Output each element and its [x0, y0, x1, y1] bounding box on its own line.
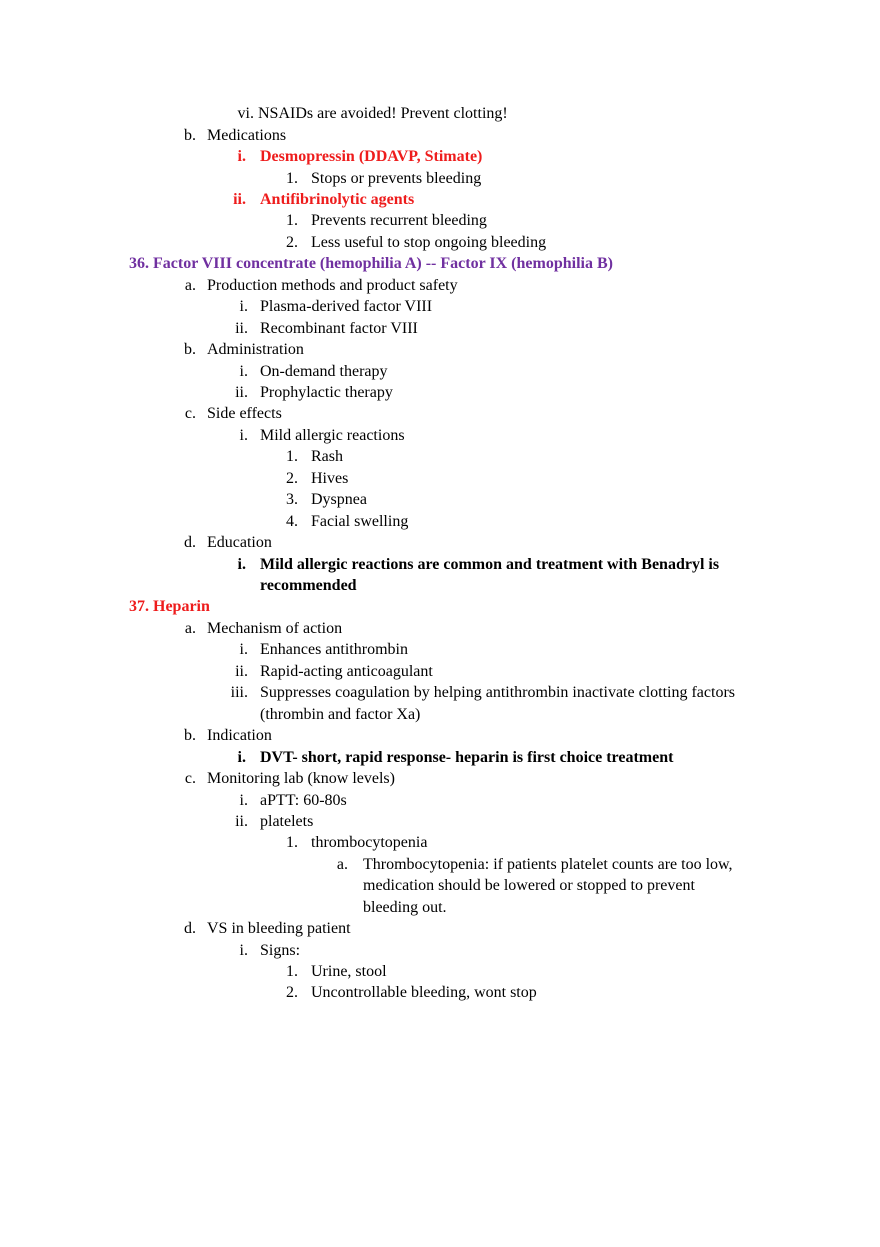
- list-item: [0, 275, 880, 297]
- list-marker: i.: [239, 942, 248, 959]
- list-marker: 1.: [286, 963, 298, 980]
- list-item: [0, 682, 880, 704]
- list-marker: b.: [184, 127, 196, 144]
- list-marker: c.: [184, 405, 196, 422]
- list-text: Desmopressin (DDAVP, Stimate): [260, 148, 483, 165]
- list-item: [0, 425, 880, 447]
- list-text: Less useful to stop ongoing bleeding: [311, 234, 547, 251]
- list-item: [0, 725, 880, 747]
- heading-text: 36. Factor VIII concentrate (hemophilia A) -- Factor IX (hemophilia B): [129, 255, 613, 272]
- list-text: NSAIDs are avoided! Prevent clotting!: [258, 105, 508, 122]
- list-marker: ii.: [235, 663, 248, 680]
- list-item: [0, 918, 880, 940]
- list-marker: 1.: [286, 448, 298, 465]
- list-marker: i.: [237, 148, 246, 165]
- list-text: Signs:: [260, 942, 301, 959]
- list-text: medication should be lowered or stopped to prevent: [363, 877, 695, 894]
- list-item: [0, 103, 880, 125]
- list-text: Facial swelling: [311, 513, 409, 530]
- list-marker: iii.: [230, 684, 248, 701]
- list-text: DVT- short, rapid response- heparin is first choice treatment: [260, 749, 674, 766]
- list-item: [0, 296, 880, 318]
- list-text: Antifibrinolytic agents: [260, 191, 415, 208]
- list-marker: ii.: [233, 191, 246, 208]
- list-item: [0, 639, 880, 661]
- list-text: Medications: [207, 127, 287, 144]
- list-text: Monitoring lab (know levels): [207, 770, 395, 787]
- list-text: Production methods and product safety: [207, 277, 458, 294]
- list-text: Prophylactic therapy: [260, 384, 393, 401]
- list-text: Administration: [207, 341, 304, 358]
- list-marker: vi.: [237, 105, 254, 122]
- list-item: [0, 361, 880, 383]
- list-item: [0, 940, 880, 962]
- list-marker: i.: [239, 298, 248, 315]
- list-item-continuation: [0, 897, 880, 919]
- list-marker: i.: [239, 792, 248, 809]
- list-item: [0, 832, 880, 854]
- list-marker: a.: [184, 277, 196, 294]
- list-marker: ii.: [235, 384, 248, 401]
- list-marker: i.: [239, 641, 248, 658]
- list-item: [0, 618, 880, 640]
- list-text: Mechanism of action: [207, 620, 343, 637]
- list-marker: 2.: [286, 470, 298, 487]
- list-text: On-demand therapy: [260, 363, 388, 380]
- list-item: [0, 168, 880, 190]
- list-item: [0, 489, 880, 511]
- list-text: Education: [207, 534, 272, 551]
- list-item: [0, 747, 880, 769]
- list-item-continuation: [0, 704, 880, 726]
- list-marker: ii.: [235, 320, 248, 337]
- list-marker: i.: [237, 556, 246, 573]
- list-marker: 4.: [286, 513, 298, 530]
- list-text: recommended: [260, 577, 357, 594]
- list-text: Dyspnea: [311, 491, 367, 508]
- section-heading: [0, 253, 880, 275]
- list-text: Indication: [207, 727, 272, 744]
- list-text: Thrombocytopenia: if patients platelet counts are too low,: [363, 856, 733, 873]
- list-marker: ii.: [235, 813, 248, 830]
- list-text: Suppresses coagulation by helping antithrombin inactivate clotting factors: [260, 684, 735, 701]
- list-item: [0, 468, 880, 490]
- list-item: [0, 982, 880, 1004]
- list-marker: i.: [239, 427, 248, 444]
- list-text: VS in bleeding patient: [207, 920, 351, 937]
- list-item: [0, 790, 880, 812]
- list-item: [0, 403, 880, 425]
- list-marker: i.: [239, 363, 248, 380]
- list-item: [0, 811, 880, 833]
- list-item: [0, 382, 880, 404]
- list-item: [0, 318, 880, 340]
- list-text: Rash: [311, 448, 343, 465]
- list-item: [0, 511, 880, 533]
- list-text: Uncontrollable bleeding, wont stop: [311, 984, 537, 1001]
- list-text: (thrombin and factor Xa): [260, 706, 421, 723]
- list-item: [0, 446, 880, 468]
- list-item: [0, 961, 880, 983]
- list-text: Stops or prevents bleeding: [311, 170, 482, 187]
- list-item-continuation: [0, 575, 880, 597]
- list-text: Prevents recurrent bleeding: [311, 212, 487, 229]
- list-text: bleeding out.: [363, 899, 447, 916]
- list-text: Mild allergic reactions are common and treatment with Benadryl is: [260, 556, 720, 573]
- list-marker: a.: [336, 856, 348, 873]
- list-marker: a.: [184, 620, 196, 637]
- list-marker: i.: [237, 749, 246, 766]
- list-marker: d.: [184, 920, 196, 937]
- list-text: Mild allergic reactions: [260, 427, 405, 444]
- list-item: [0, 854, 880, 876]
- list-item-continuation: [0, 875, 880, 897]
- list-marker: c.: [184, 770, 196, 787]
- heading-text: 37. Heparin: [129, 598, 210, 615]
- list-item: [0, 339, 880, 361]
- list-text: thrombocytopenia: [311, 834, 428, 851]
- list-item: [0, 554, 880, 576]
- list-text: platelets: [260, 813, 314, 830]
- list-text: Recombinant factor VIII: [260, 320, 418, 337]
- list-marker: 1.: [286, 834, 298, 851]
- list-item: [0, 189, 880, 211]
- list-marker: d.: [184, 534, 196, 551]
- section-heading: [0, 596, 880, 618]
- list-item: [0, 768, 880, 790]
- list-item: [0, 661, 880, 683]
- list-marker: 1.: [286, 170, 298, 187]
- list-marker: 2.: [286, 984, 298, 1001]
- list-item: [0, 532, 880, 554]
- list-text: aPTT: 60-80s: [260, 792, 347, 809]
- list-marker: 2.: [286, 234, 298, 251]
- list-marker: b.: [184, 341, 196, 358]
- list-item: [0, 146, 880, 168]
- list-text: Side effects: [207, 405, 282, 422]
- list-marker: 1.: [286, 212, 298, 229]
- list-item: [0, 210, 880, 232]
- list-item: [0, 232, 880, 254]
- list-item: [0, 125, 880, 147]
- list-text: Enhances antithrombin: [260, 641, 408, 658]
- list-text: Plasma-derived factor VIII: [260, 298, 433, 315]
- list-marker: 3.: [286, 491, 298, 508]
- list-text: Urine, stool: [311, 963, 387, 980]
- list-marker: b.: [184, 727, 196, 744]
- list-text: Rapid-acting anticoagulant: [260, 663, 433, 680]
- list-text: Hives: [311, 470, 349, 487]
